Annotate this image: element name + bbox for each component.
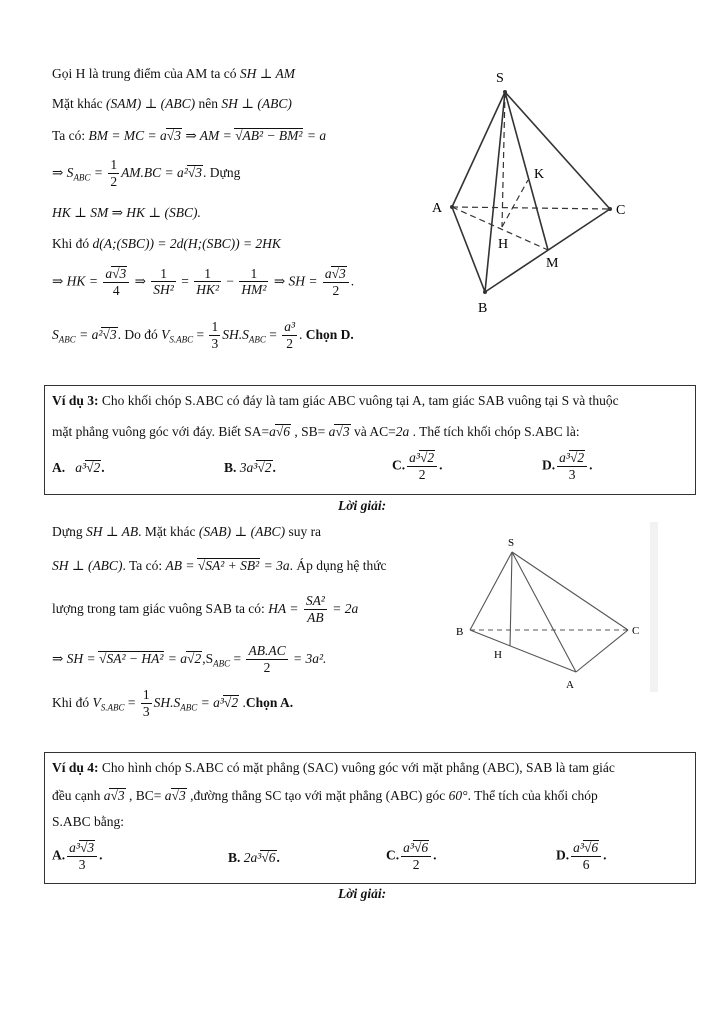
- sol3-line-2: SH ⊥ (ABC). Ta có: AB = √ SA² + SB² = 3a. Áp dụng hệ thức: [52, 558, 387, 574]
- fig2-label-a: A: [566, 679, 574, 691]
- ex3-option-b[interactable]: B. 3a³√ 2.: [224, 460, 276, 476]
- fraction: $\frac{1}{3}$: [211, 319, 219, 351]
- fraction: $\frac{\text{a³√ 6}}{6}$: [571, 840, 601, 872]
- edge-sb: [485, 92, 505, 292]
- fraction: $\frac{1}{3}$: [142, 687, 150, 719]
- sol1-line-8: $S_{ABC} = a^2√$ 3. Do đó $V_{S.ABC}$ = $\frac{1}{3}$ $SH.S_{ABC}$ = $\frac{\text{a³}}{2}$ . Chọn D.: [52, 320, 354, 351]
- fraction: $\frac{\text{a³}}{2}$: [284, 319, 296, 351]
- edge-sa: [452, 92, 505, 207]
- sol1-line-5: HK ⊥ SM ⇒ HK ⊥ (SBC).: [52, 205, 201, 220]
- fraction: $\frac{1}{2}$: [110, 157, 118, 189]
- fig2-label-c: C: [632, 625, 640, 637]
- fig1-label-s: S: [496, 71, 504, 86]
- ex4-solution-heading: Lời giải:: [338, 886, 387, 901]
- fraction: $\frac{\text{a³√ 2}}{3}$: [557, 450, 587, 482]
- pyramid-figure-1: [420, 62, 665, 320]
- fig1-label-k: K: [534, 167, 545, 182]
- ex3-question-line-2: mặt phẳng vuông góc với đáy. Biết SA=a√ 6 , SB= a√ 3 và AC=2a . Thể tích khối chóp S.ABC là:: [52, 424, 580, 440]
- fraction: $\frac{a√ 3}{4}$: [103, 266, 129, 298]
- sol1-line-1: Gọi H là trung điểm của AM ta có SH ⊥ AM: [52, 66, 296, 81]
- fraction: $\frac{\text{SA²}}{AB}$: [305, 593, 325, 625]
- edge-ac-hidden: [452, 207, 610, 209]
- fraction: $\frac{1}{\text{HM²}}$: [241, 265, 267, 298]
- ex4-question-line-1: Ví dụ 4: Cho hình chóp S.ABC có mặt phẳng (SAC) vuông góc với mặt phẳng (ABC), SAB là tam giác: [52, 760, 615, 775]
- fig1-label-c: C: [616, 203, 626, 218]
- ex3-option-c[interactable]: C. $\frac{\text{a³√ 2}}{2}$ .: [392, 450, 442, 482]
- sol3-line-1: Dựng SH ⊥ AB. Mặt khác (SAB) ⊥ (ABC) suy ra: [52, 524, 322, 539]
- segment-hk: [502, 180, 528, 227]
- ex4-option-b[interactable]: B. 2a³√ 6.: [228, 850, 280, 866]
- fig2-label-h: H: [494, 649, 502, 661]
- fraction: $\frac{\text{a³√ 2}}{2}$: [407, 450, 437, 482]
- sol1-line-2: Mặt khác (SAM) ⊥ (ABC) nên SH ⊥ (ABC): [52, 96, 292, 111]
- sol1-line-7: ⇒ HK = $\frac{a√ 3}{4}$ ⇒ $\frac{1}{\text{SH²}}$ = $\frac{1}{\text{HK²}}$ − $\frac{1}{\text{HM²}}$ ⇒ SH = $\frac{a√ 3}{2}$ .: [52, 266, 354, 298]
- fraction: $\frac{1}{\text{HK²}}$: [196, 265, 220, 298]
- ex4-question-line-2: đều cạnh a√ 3 , BC= a√ 3 ,đường thẳng SC tạo với mặt phẳng (ABC) góc 60°. Thể tích của khối chóp: [52, 788, 598, 804]
- ex4-option-d[interactable]: D. $\frac{\text{a³√ 6}}{6}$ .: [556, 840, 606, 872]
- fig1-label-m: M: [546, 256, 559, 271]
- ex3-option-a[interactable]: A. a³√ 2.: [52, 460, 105, 476]
- fig1-label-a: A: [432, 201, 443, 216]
- ex4-option-a[interactable]: A. $\frac{\text{a³√ 3}}{3}$ .: [52, 840, 102, 872]
- sol3-line-3: lượng trong tam giác vuông SAB ta có: HA = $\frac{\text{SA²}}{AB}$ = 2a: [52, 593, 359, 625]
- fraction: $\frac{\text{a³√ 6}}{2}$: [401, 840, 431, 872]
- sol3-line-5: Khi đó $V_{S.ABC}$ = $\frac{1}{3}$ $SH.S_{ABC} = a^3√$ 2 .Chọn A.: [52, 688, 293, 719]
- fraction: $\frac{\text{a³√ 3}}{3}$: [67, 840, 97, 872]
- ex4-question-line-3: S.ABC bằng:: [52, 814, 125, 829]
- fig2-label-b: B: [456, 626, 464, 638]
- ex4-option-c[interactable]: C. $\frac{\text{a³√ 6}}{2}$ .: [386, 840, 436, 872]
- fig1-label-h: H: [498, 237, 509, 252]
- sol3-line-4: ⇒ SH = √ SA² − HA² = a√ $2,S_{ABC}$ = $\frac{AB.AC}{2}$ = 3a².: [52, 644, 326, 675]
- sol1-line-3: Ta có: BM = MC = a√ 3 ⇒ AM = √ AB² − BM² = a: [52, 128, 326, 144]
- fraction: $\frac{AB.AC}{2}$: [248, 643, 286, 675]
- pyramid-figure-2: [448, 522, 658, 692]
- sol1-line-6: Khi đó d(A;(SBC)) = 2d(H;(SBC)) = 2HK: [52, 236, 281, 251]
- ex3-solution-heading: Lời giải:: [338, 498, 387, 513]
- fig1-label-b: B: [478, 301, 488, 316]
- sol1-line-4: ⇒ $S_{ABC}$ = $\frac{1}{2}$ AM.BC = a²√ 3. Dựng: [52, 158, 240, 189]
- fig2-label-s: S: [508, 537, 515, 549]
- fraction: $\frac{a√ 3}{2}$: [323, 266, 349, 298]
- ex3-question-line-1: Ví dụ 3: Cho khối chóp S.ABC có đáy là tam giác ABC vuông tại A, tam giác SAB vuông tại S và thuộc: [52, 393, 619, 408]
- ex3-option-d[interactable]: D. $\frac{\text{a³√ 2}}{3}$ .: [542, 450, 592, 482]
- fraction: $\frac{1}{\text{SH²}}$: [153, 265, 174, 298]
